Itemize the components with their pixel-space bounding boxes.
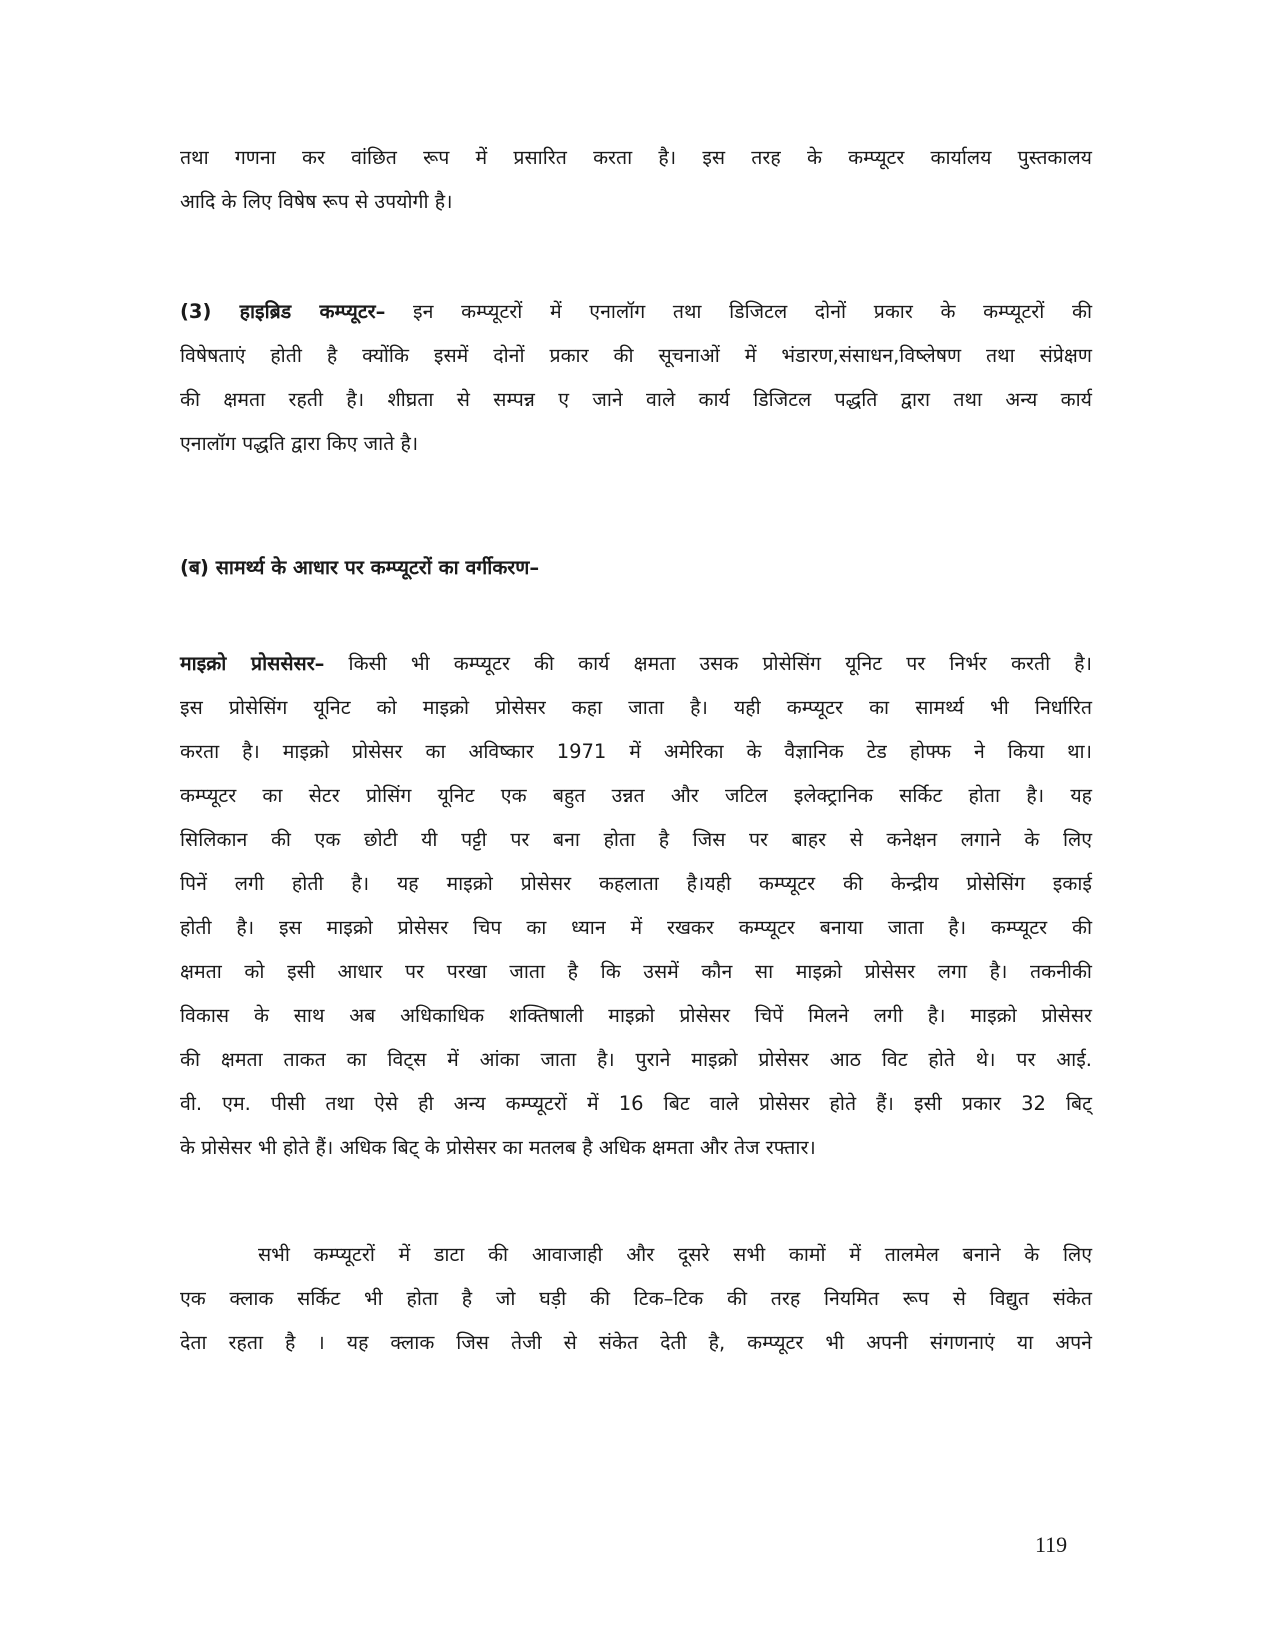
paragraph-microprocessor [180,642,1092,1170]
text-run: किसी भी कम्प्यूटर की कार्य क्षमता उसक प्रोसेसिंग यूनिट पर निर्भर करती है। [324,652,1092,675]
text-line: आदि के लिए विषेष रूप से उपयोगी है। [180,190,453,213]
text-line: एक क्लाक सर्किट भी होता है जो घड़ी की टिक–टिक की तरह नियमित रूप से विद्युत संकेत [180,1287,1092,1310]
text-line: के प्रोसेसर भी होते हैं। अधिक बिट् के प्रोसेसर का मतलब है अधिक क्षमता और तेज रफ्तार। [180,1136,816,1159]
text-run: इन कम्प्यूटरों में एनालॉग तथा डिजिटल दोनों प्रकार के कम्प्यूटरों की [385,300,1093,323]
text-line: एनालॉग पद्धति द्वारा किए जाते है। [180,432,419,455]
hybrid-computer-heading: (3) हाइब्रिड कम्प्यूटर– [180,300,386,323]
microprocessor-heading: माइक्रो प्रोससेसर– [180,652,325,675]
text-line: करता है। माइक्रो प्रोसेसर का अविष्कार 1971 में अमेरिका के वैज्ञानिक टेड होफ्फ ने किया था। [180,740,1092,763]
text-line: विषेषताएं होती है क्योंकि इसमें दोनों प्रकार की सूचनाओं में भंडारण,संसाधन,विष्लेषण तथा संप्रेक्षण [180,344,1092,367]
text-line [180,290,1092,334]
paragraph-hybrid-computer [180,290,1092,466]
text-line: कम्प्यूटर का सेटर प्रोसिंग यूनिट एक बहुत उन्नत और जटिल इलेक्ट्रानिक सर्किट होता है। यह [180,784,1092,807]
text-line: की क्षमता ताकत का विट्स में आंका जाता है। पुराने माइक्रो प्रोसेसर आठ विट होते थे। पर आई. [180,1048,1092,1071]
text-line: देता रहता है । यह क्लाक जिस तेजी से संकेत देती है, कम्प्यूटर भी अपनी संगणनाएं या अपने [180,1331,1092,1354]
paragraph-continuation [180,136,1092,224]
text-line: पिनें लगी होती है। यह माइक्रो प्रोसेसर कहलाता है।यही कम्प्यूटर की केन्द्रीय प्रोसेसिंग इकाई [180,872,1092,895]
text-line: वी. एम. पीसी तथा ऐसे ही अन्य कम्प्यूटरों में 16 बिट वाले प्रोसेसर होते हैं। इसी प्रकार 32 बिट् [180,1092,1092,1115]
text-line: विकास के साथ अब अधिकाधिक शक्तिषाली माइक्रो प्रोसेसर चिपें मिलने लगी है। माइक्रो प्रोसेसर [180,1004,1092,1027]
text-line: होती है। इस माइक्रो प्रोसेसर चिप का ध्यान में रखकर कम्प्यूटर बनाया जाता है। कम्प्यूटर की [180,916,1092,939]
text-line: सिलिकान की एक छोटी यी पट्टी पर बना होता है जिस पर बाहर से कनेक्षन लगाने के लिए [180,828,1092,851]
text-line: सभी कम्प्यूटरों में डाटा की आवाजाही और दूसरे सभी कामों में तालमेल बनाने के लिए [258,1243,1092,1266]
section-heading: (ब) सामर्थ्य के आधार पर कम्प्यूटरों का वर्गीकरण– [180,556,540,579]
text-line: तथा गणना कर वांछित रूप में प्रसारित करता है। इस तरह के कम्प्यूटर कार्यालय पुस्तकालय [180,146,1092,169]
text-line [180,642,1092,686]
text-line: क्षमता को इसी आधार पर परखा जाता है कि उसमें कौन सा माइक्रो प्रोसेसर लगा है। तकनीकी [180,960,1092,983]
paragraph-clock-circuit [180,1233,1092,1365]
page-number: 119 [1035,1532,1068,1557]
text-line: की क्षमता रहती है। शीघ्रता से सम्पन्न ए जाने वाले कार्य डिजिटल पद्धति द्वारा तथा अन्य कार्य [180,388,1092,411]
text-line: इस प्रोसेसिंग यूनिट को माइक्रो प्रोसेसर कहा जाता है। यही कम्प्यूटर का सामर्थ्य भी निर्धारित [180,696,1092,719]
